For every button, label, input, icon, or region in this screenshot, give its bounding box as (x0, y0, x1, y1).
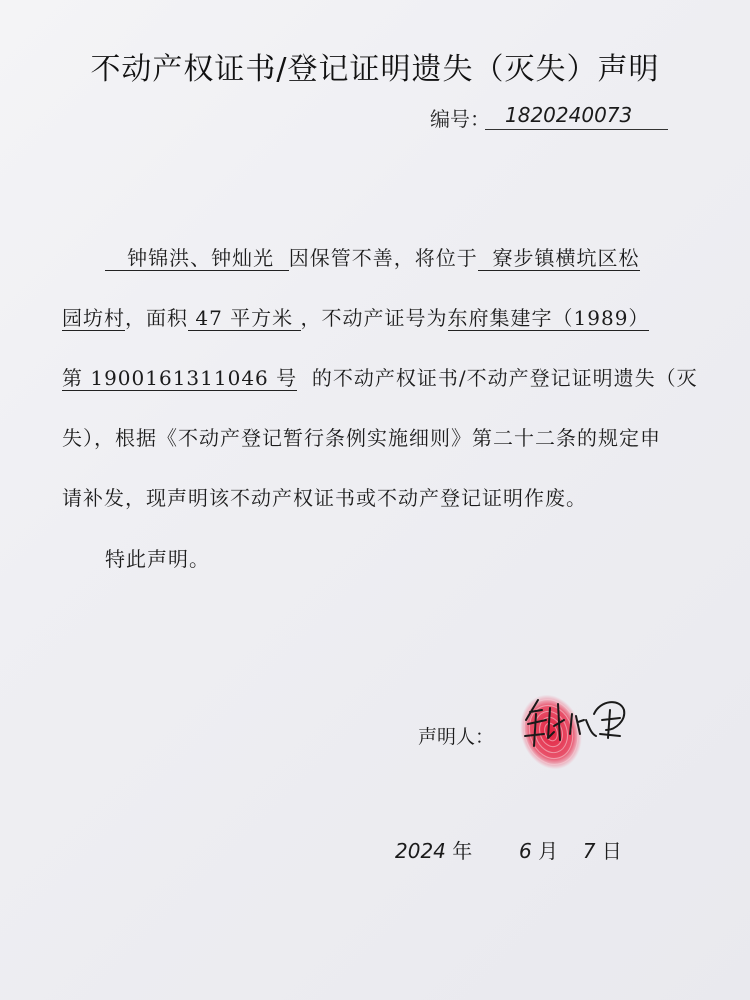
date-day-unit: 日 (601, 839, 622, 863)
body-line-2 (62, 302, 649, 331)
serial-number: 1820240073 (485, 100, 668, 130)
owner-names: 钟锦洪、钟灿光 (105, 246, 289, 271)
serial-label: 编号： (430, 107, 490, 131)
page-title: 不动产权证书/登记证明遗失（灭失）声明 (90, 52, 660, 87)
property-location: 寮步镇横坑区松 (478, 246, 640, 271)
closing-statement: 特此声明。 (105, 547, 210, 571)
handwritten-signature (520, 690, 635, 760)
date-year: 2024 (395, 839, 446, 863)
body-line-4: 失），根据《不动产登记暂行条例实施细则》第二十二条的规定申 (62, 426, 661, 450)
certificate-number-cont: 第 1900161311046 号 (62, 366, 298, 390)
body-line-5: 请补发，现声明该不动产权证书或不动产登记证明作废。 (62, 486, 587, 510)
body-text: ，面积 (125, 306, 188, 330)
body-text: 的不动产权证书/不动产登记证明遗失（灭 (311, 366, 698, 390)
property-area: 47 平方米 (188, 306, 301, 331)
declaration-date (395, 835, 622, 864)
body-text: 因保管不善，将位于 (288, 246, 478, 270)
body-line-3 (62, 362, 698, 391)
date-day: 7 (582, 839, 596, 863)
declarant-label: 声明人： (418, 726, 495, 748)
date-month-unit: 月 (538, 839, 559, 863)
date-month: 6 (518, 839, 532, 863)
property-location-cont: 园坊村 (62, 306, 125, 330)
certificate-number: 东府集建字（1989） (447, 306, 650, 330)
date-year-unit: 年 (452, 839, 473, 863)
body-text: ，不动产证号为 (300, 306, 448, 330)
body-line-1 (105, 242, 640, 271)
